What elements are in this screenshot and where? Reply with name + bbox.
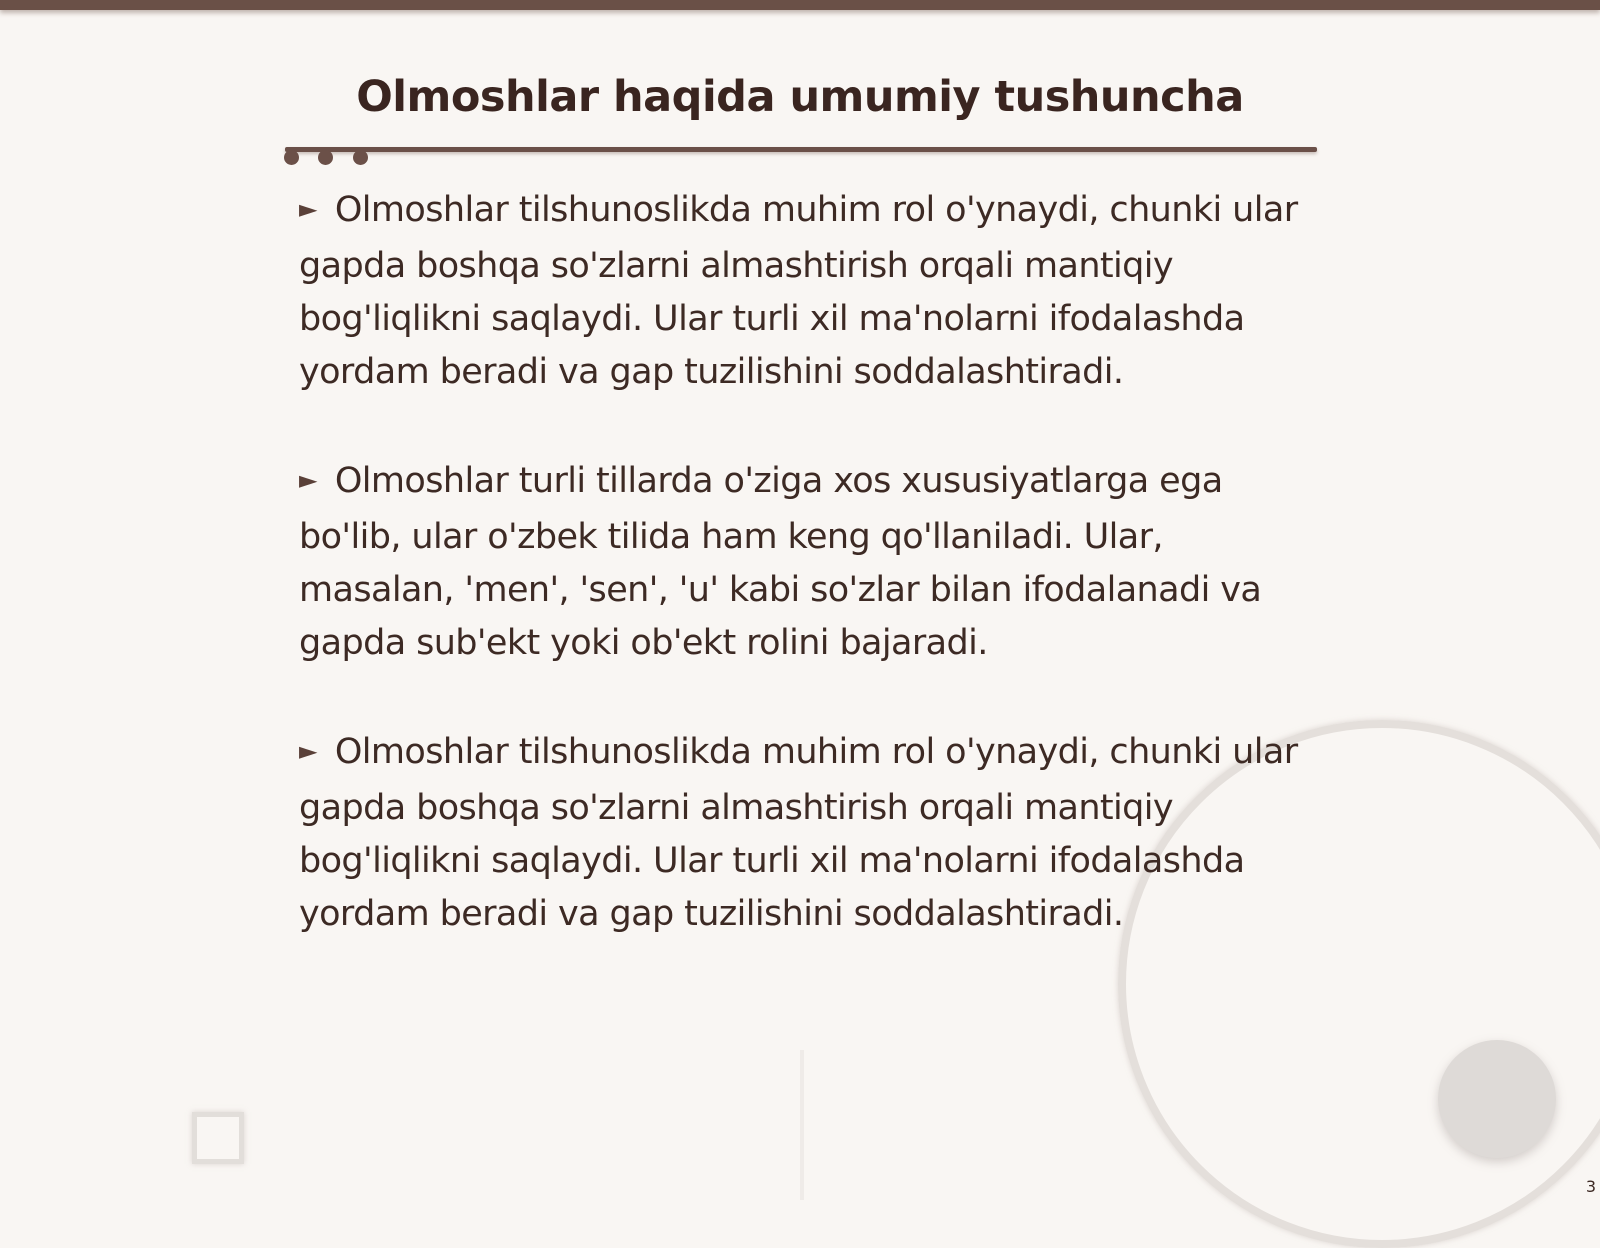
- bullet-arrow-icon: ►: [299, 737, 317, 765]
- slide-title: Olmoshlar haqida umumiy tushuncha: [356, 72, 1244, 122]
- bullet-list: [299, 184, 1309, 941]
- title-dot-3: [353, 150, 368, 165]
- bullet-text: Olmoshlar tilshunoslikda muhim rol o'ynaydi, chunki ular gapda boshqa so'zlarni almashtirish orqali mantiqiy bog'liqlikni saqlaydi. Ular turli xil ma'nolarni ifodalashda yordam beradi va gap tuzilishini soddalashtiradi.: [299, 732, 1298, 934]
- bullet-text: Olmoshlar tilshunoslikda muhim rol o'ynaydi, chunki ular gapda boshqa so'zlarni almashtirish orqali mantiqiy bog'liqlikni saqlaydi. Ular turli xil ma'nolarni ifodalashda yordam beradi va gap tuzilishini soddalashtiradi.: [299, 190, 1298, 392]
- bullet-arrow-icon: ►: [299, 466, 317, 494]
- bullet-item: [299, 184, 1309, 399]
- page-number: 3: [1585, 1177, 1596, 1196]
- decorative-disc: [1438, 1040, 1556, 1158]
- bullet-arrow-icon: ►: [299, 195, 317, 223]
- bullet-item: [299, 455, 1309, 670]
- title-underline: [285, 147, 1317, 152]
- title-dot-2: [318, 150, 333, 165]
- decorative-square: [192, 1112, 244, 1164]
- decorative-line: [800, 1050, 804, 1200]
- top-accent-bar: [0, 0, 1600, 10]
- bullet-item: [299, 726, 1309, 941]
- title-dot-1: [284, 150, 299, 165]
- bullet-text: Olmoshlar turli tillarda o'ziga xos xususiyatlarga ega bo'lib, ular o'zbek tilida ham keng qo'llaniladi. Ular, masalan, 'men', 'sen', 'u' kabi so'zlar bilan ifodalanadi va gapda sub'ekt yoki ob'ekt rolini bajaradi.: [299, 461, 1262, 663]
